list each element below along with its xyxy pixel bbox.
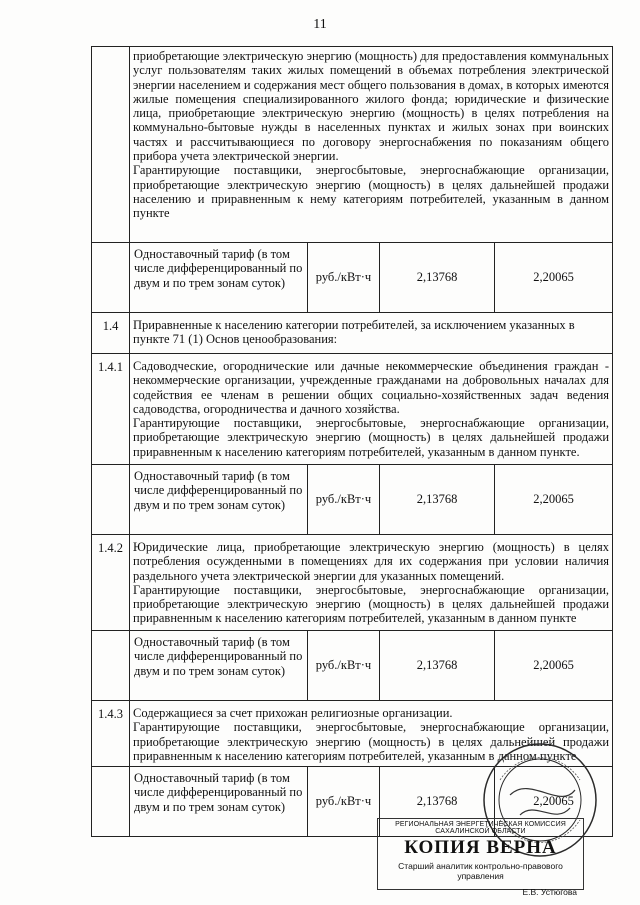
stamp-org: РЕГИОНАЛЬНАЯ ЭНЕРГЕТИЧЕСКАЯ КОМИССИЯ САХАЛИНСКОЙ ОБЛАСТИ [395,821,566,835]
table-row [92,354,613,465]
table-row [92,243,613,313]
intro-paragraph-2: Гарантирующие поставщики, энергосбытовые, энергоснабжающие организации, приобретающие электрическую энергию (мощность) в целях дальнейшей продажи населению и приравненным к нему категориям потребителей, указанным в данном пункте [133,163,610,221]
tariff-label: Одноставочный тариф (в том числе дифференцированный по двум и по трем зонам суток) [130,465,308,535]
section-1-4-3-p1: Содержащиеся за счет прихожан религиозные организации. [133,706,453,720]
table-row [92,47,613,243]
intro-paragraph-1: приобретающие электрическую энергию (мощность) для предоставления коммунальных услуг пользователям таких жилых помещений в объемах потребления электрической энергии населением и содержания мест общего пользования в домах, в которых имеются жилые помещения специализированного жилого фонда; юридические и физические лица, приобретающие электрическую энергию (мощность) в целях потребления на коммунально-бытовые нужды в населенных пунктах и жилых зонах при воинских частях и рассчитывающиеся по договору энергоснабжения по показаниям общего прибора учета электрической энергии. [133,49,610,164]
table-row [92,313,613,354]
value-cell-2: 2,20065 [495,243,613,313]
section-1-4-1-p2: Гарантирующие поставщики, энергосбытовые, энергоснабжающие организации, приобретающие электрическую энергию (мощность) в целях дальнейшей продажи приравненным к населению категориям потребителей, указанным в данном пункте. [133,416,610,459]
section-1-4-2-p2: Гарантирующие поставщики, энергосбытовые, энергоснабжающие организации, приобретающие электрическую энергию (мощность) в целях дальнейшей продажи приравненным к населению категориям потребителей, указанным в данном пункте [133,582,610,626]
copy-stamp [377,818,584,897]
value-cell-2: 2,20065 [495,465,613,535]
tariff-label: Одноставочный тариф (в том числе дифференцированный по двум и по трем зонам суток) [130,631,308,701]
row-number: 1.4.2 [92,535,130,631]
section-1-4-text: Приравненные к населению категории потребителей, за исключением указанных в пункте 71 (1) Основ ценообразования: [133,318,575,347]
row-number: 1.4.3 [92,701,130,767]
page-number: 11 [313,17,327,32]
unit-cell: руб./кВт·ч [308,465,380,535]
value-cell-2: 2,20065 [495,631,613,701]
section-1-4-1-p1: Садоводческие, огороднические или дачные некоммерческие объединения граждан - некоммерческие организации, учрежденные гражданами на добровольных началах для содействия ее членам в решении общих социально-хозяйственных задач ведения садоводства, огородничества и дачного хозяйства. [133,359,610,416]
unit-cell: руб./кВт·ч [308,631,380,701]
stamp-copy-mark: КОПИЯ ВЕРНА [404,837,557,858]
stamp-signer: Е.В. Устюгова [522,887,577,897]
value-cell-2: 2,20065 [495,767,613,837]
tariff-label: Одноставочный тариф (в том числе дифференцированный по двум и по трем зонам суток) [130,767,308,837]
stamp-position: Старший аналитик контрольно-правового управления [398,861,563,881]
section-1-4-3-p2: Гарантирующие поставщики, энергосбытовые, энергоснабжающие организации, приобретающие электрическую энергию (мощность) в целях дальнейшей продажи приравненным к населению категориям потребителей, указанным в данном пункте [133,720,610,763]
table-row [92,631,613,701]
row-number: 1.4.1 [92,354,130,465]
value-cell-1: 2,13768 [380,465,495,535]
value-cell-1: 2,13768 [380,631,495,701]
table-row [92,535,613,631]
unit-cell: руб./кВт·ч [308,767,380,837]
intro-cell [130,47,613,243]
tariff-label: Одноставочный тариф (в том числе дифференцированный по двум и по трем зонам суток) [130,243,308,313]
tariff-table [91,46,613,837]
value-cell-1: 2,13768 [380,243,495,313]
section-1-4-2-p1: Юридические лица, приобретающие электрическую энергию (мощность) в целях потребления осужденными в помещениях для их содержания при условии наличия раздельного учета электрической энергии для указанных помещений. [133,540,610,583]
row-number: 1.4 [92,313,130,354]
value-cell-1: 2,13768 [380,767,495,837]
section-text [130,313,613,354]
table-row [92,465,613,535]
unit-cell: руб./кВт·ч [308,243,380,313]
